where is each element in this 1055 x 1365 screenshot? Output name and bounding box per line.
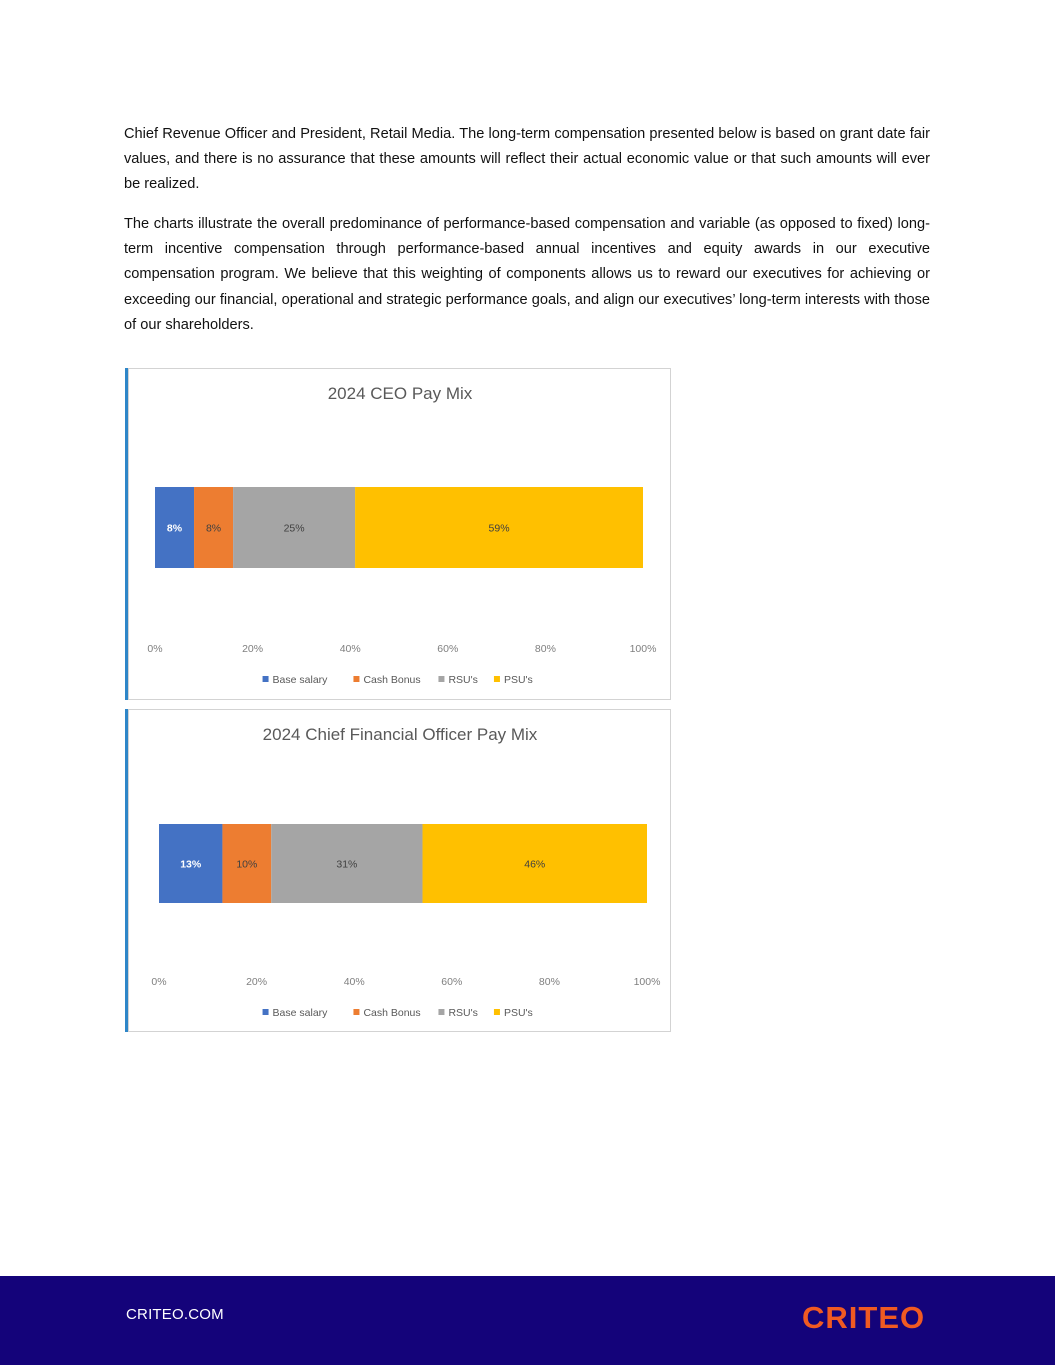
legend-label: PSU's (503, 1007, 533, 1019)
x-tick-label: 80% (534, 643, 556, 655)
cfo-pay-mix-chart (128, 709, 671, 1032)
data-label: 10% (236, 858, 258, 871)
footer-website-link[interactable]: CRITEO.COM (126, 1306, 224, 1323)
legend-swatch (263, 1009, 269, 1015)
data-label: 13% (180, 858, 202, 871)
legend-swatch (263, 676, 269, 682)
chart-title: 2024 Chief Financial Officer Pay Mix (262, 725, 538, 744)
x-tick-label: 0% (147, 643, 163, 655)
legend-swatch (438, 676, 444, 682)
criteo-logo: CRITEO (802, 1300, 926, 1335)
legend-label: Cash Bonus (363, 674, 421, 686)
legend-swatch (353, 1009, 359, 1015)
cfo-pay-mix-svg (129, 710, 672, 1033)
x-tick-label: 100% (629, 643, 657, 655)
body-paragraph-2: The charts illustrate the overall predominance of performance-based compensation and variable (as opposed to fixed) long-term incentive compensation through performance-based annual incentives and equity awards in our executive compensation program. We believe that this weighting of components allows us to reward our executives for achieving or exceeding our financial, operational and strategic performance goals, and align our executives’ long-term interests with those of our shareholders. (124, 216, 930, 333)
chart-title: 2024 CEO Pay Mix (327, 384, 473, 403)
legend-label: Cash Bonus (363, 1007, 421, 1019)
x-tick-label: 80% (538, 976, 560, 988)
legend-label: RSU's (448, 674, 478, 686)
data-label: 25% (283, 522, 305, 535)
legend-label: Base salary (272, 674, 328, 686)
legend-swatch (494, 1009, 500, 1015)
body-paragraph-1: Chief Revenue Officer and President, Retail Media. The long-term compensation presented below is based on grant date fair values, and there is no assurance that these amounts will reflect their actual economic value or that such amounts will ever be realized. (124, 126, 930, 193)
data-label: 8% (166, 522, 183, 535)
legend-label: Base salary (272, 1007, 328, 1019)
legend-label: PSU's (503, 674, 533, 686)
x-tick-label: 100% (633, 976, 661, 988)
x-tick-label: 40% (339, 643, 361, 655)
data-label: 8% (205, 522, 222, 535)
data-label: 31% (336, 858, 358, 871)
x-tick-label: 60% (437, 643, 459, 655)
data-label: 46% (524, 858, 546, 871)
x-tick-label: 20% (246, 976, 268, 988)
page-footer (0, 1276, 1055, 1365)
legend-swatch (438, 1009, 444, 1015)
legend-label: RSU's (448, 1007, 478, 1019)
x-tick-label: 60% (441, 976, 463, 988)
ceo-pay-mix-chart (128, 368, 671, 700)
x-tick-label: 20% (242, 643, 264, 655)
x-tick-label: 0% (151, 976, 167, 988)
x-tick-label: 40% (343, 976, 365, 988)
legend-swatch (353, 676, 359, 682)
legend-swatch (494, 676, 500, 682)
data-label: 59% (488, 522, 510, 535)
ceo-pay-mix-svg (129, 369, 672, 701)
